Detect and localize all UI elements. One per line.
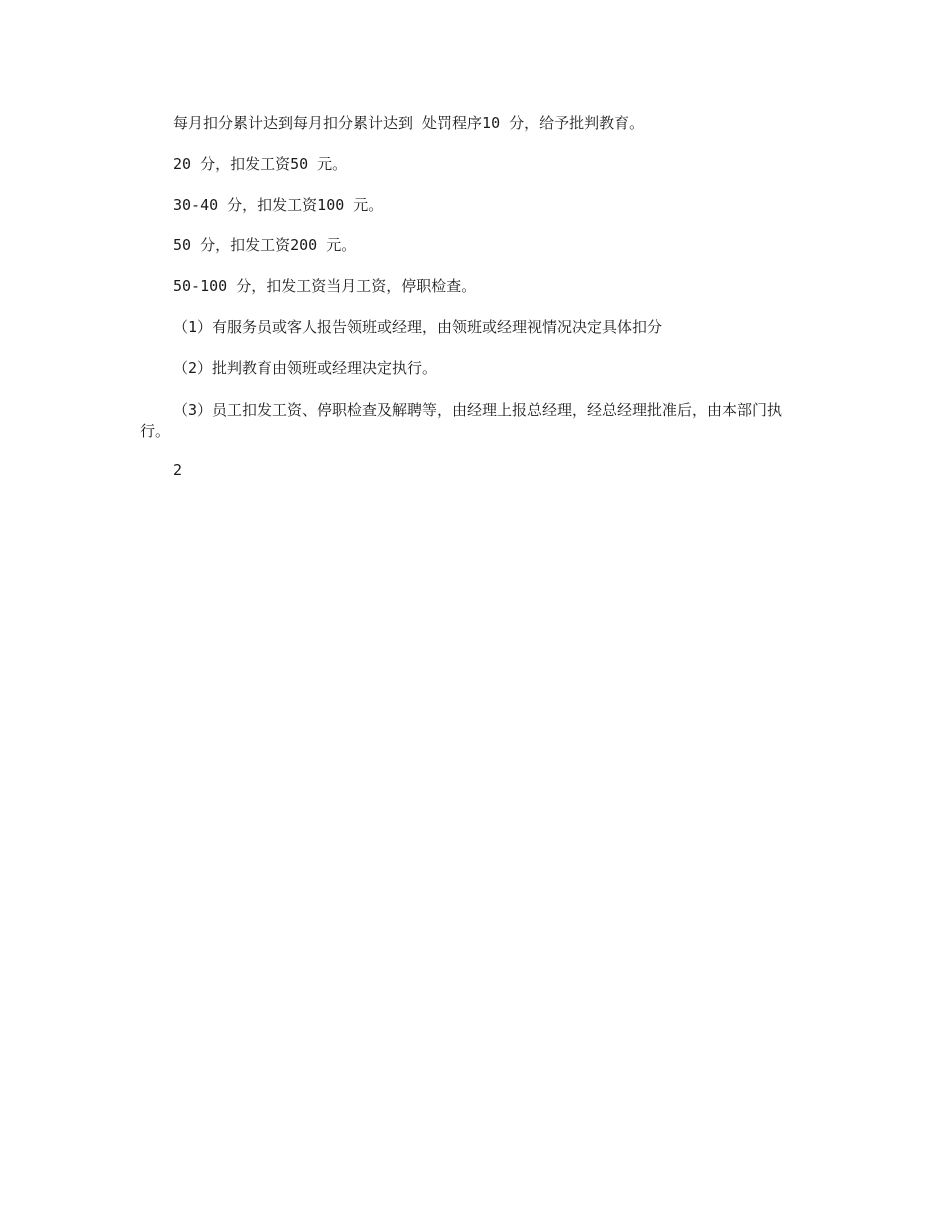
page-number: 2	[173, 461, 183, 479]
paragraph-penalty-30-40: 30-40 分，扣发工资100 元。	[173, 196, 384, 214]
paragraph-penalty-50-100: 50-100 分，扣发工资当月工资，停职检查。	[173, 277, 477, 295]
paragraph-rule-3: （3）员工扣发工资、停职检查及解聘等，由经理上报总经理，经总经理批准后，由本部门执行。	[140, 401, 783, 440]
paragraph-penalty-50: 50 分，扣发工资200 元。	[173, 236, 357, 254]
paragraph-penalty-20: 20 分，扣发工资50 元。	[173, 155, 348, 173]
paragraph-penalty-10: 每月扣分累计达到每月扣分累计达到 处罚程序10 分，给予批判教育。	[173, 114, 645, 132]
paragraph-rule-1: （1）有服务员或客人报告领班或经理，由领班或经理视情况决定具体扣分	[173, 318, 663, 336]
paragraph-rule-2: （2）批判教育由领班或经理决定执行。	[173, 359, 438, 377]
